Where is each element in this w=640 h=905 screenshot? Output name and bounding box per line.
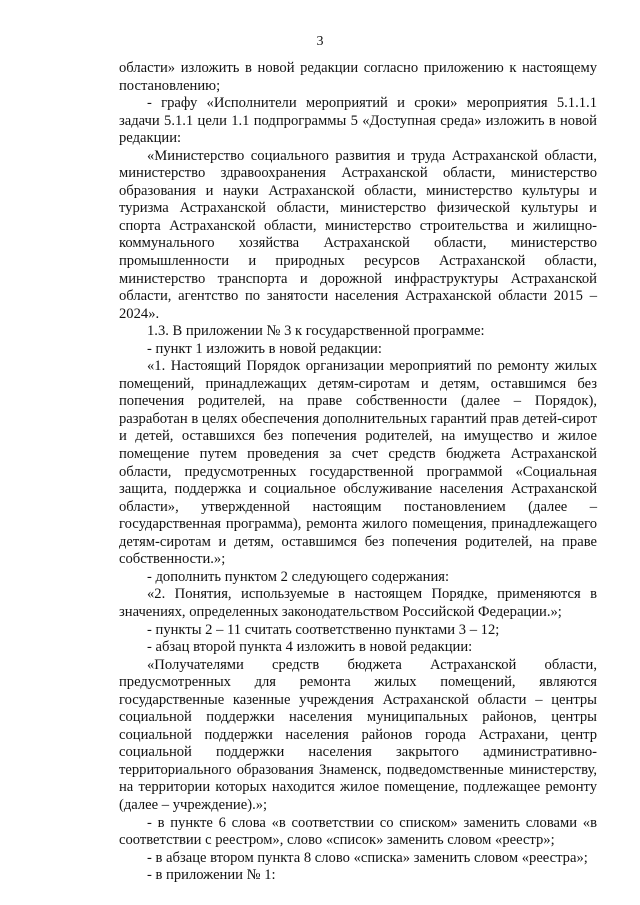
paragraph: 1.3. В приложении № 3 к государственной программе: [147,323,485,340]
paragraph: - в пункте 6 слова «в соответствии со списком» заменить словами «в соответствии с реестром», слово «список» заменить словом «реестр»; [119,814,597,849]
paragraph: области» изложить в новой редакции согласно приложению к настоящему постановлению; [119,60,597,94]
paragraph: - пункты 2 – 11 считать соответственно пунктами 3 – 12; [147,621,500,638]
paragraph: - графу «Исполнители мероприятий и сроки» мероприятия 5.1.1.1 задачи 5.1.1 цели 1.1 подпрограммы 5 «Доступная среда» изложить в новой редакции: [119,95,597,147]
document-body [119,60,597,885]
paragraph: «1. Настоящий Порядок организации мероприятий по ремонту жилых помещений, принадлежащих детям-сиротам и детям, оставшимся без попечения родителей, на праве собственности (далее – Порядок), разработан в целях обеспечения дополнительных гарантий прав детей-сирот и детей, оставшихся без попечения родителей, на имущество и жилое помещение путем проведения за счет средств бюджета Астраханской области, предусмотренных государственной программой «Социальная защита, поддержка и социальное обслуживание населения Астраханской области», утвержденной настоящим постановлением (далее – государственная программа), ремонта жилого помещения, принадлежащего детям-сиротам и детям, оставшимся без попечения родителей, на праве собственности.»; [119,358,597,568]
paragraph: - пункт 1 изложить в новой редакции: [147,340,382,357]
paragraph: - в приложении № 1: [147,867,276,884]
paragraph: «Министерство социального развития и труда Астраханской области, министерство здравоохранения Астраханской области, министерство образования и науки Астраханской области, министерство культуры и туризма Астраханской области, министерство физической культуры и спорта Астраханской области, министерство строительства и жилищно-коммунального хозяйства Астраханской области, министерство промышленности и природных ресурсов Астраханской области, министерство транспорта и дорожной инфраструктуры Астраханской области, агентство по занятости населения Астраханской области 2015 – 2024». [119,147,597,322]
paragraph: «Получателями средств бюджета Астраханской области, предусмотренных для ремонта жилых помещений, являются государственные казенные учреждения Астраханской области – центры социальной поддержки населения муниципальных районов, центры социальной поддержки населения районов города Астрахани, центр социальной поддержки населения закрытого административно-территориального образования Знаменск, подведомственные министерству, на территории которых находится жилое помещение, подлежащее ремонту (далее – учреждение).»; [119,656,597,813]
paragraph: «2. Понятия, используемые в настоящем Порядке, применяются в значениях, определенных законодательством Российской Федерации.»; [119,586,597,620]
paragraph: - дополнить пунктом 2 следующего содержания: [147,568,450,585]
paragraph: - в абзаце втором пункта 8 слово «списка» заменить словом «реестра»; [147,849,588,866]
paragraph: - абзац второй пункта 4 изложить в новой редакции: [147,639,473,656]
page-number: 3 [316,34,324,49]
